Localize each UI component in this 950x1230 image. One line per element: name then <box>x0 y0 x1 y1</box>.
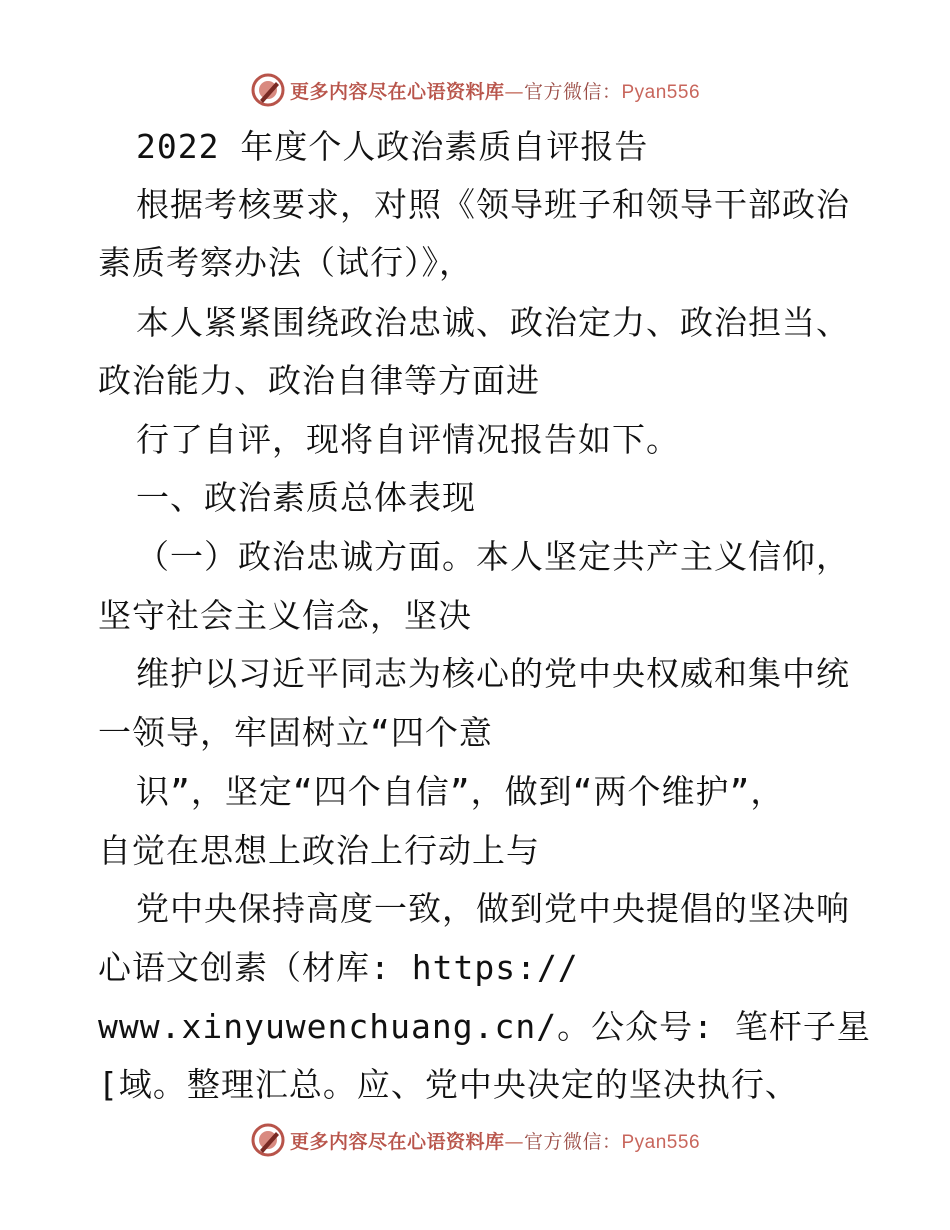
pen-logo-icon <box>250 1122 286 1158</box>
header-wechat-label: 官方微信： <box>523 80 622 103</box>
paragraph-line: 自觉在思想上政治上行动上与 <box>98 831 540 870</box>
footer-separator: — <box>504 1130 524 1153</box>
section-heading: 一、政治素质总体表现 <box>136 478 476 517</box>
paragraph-line: 识”，坚定“四个自信”，做到“两个维护”， <box>136 772 785 811</box>
paragraph-line: 政治能力、政治自律等方面进 <box>98 361 540 400</box>
header-banner-text <box>290 77 700 104</box>
paragraph-line: 维护以习近平同志为核心的党中央权威和集中统 <box>136 654 850 693</box>
footer-site-text: 更多内容尽在心语资料库 <box>289 1130 505 1153</box>
header-separator: — <box>504 80 524 103</box>
paragraph-line: 一领导，牢固树立“四个意 <box>98 713 493 752</box>
footer-wechat-id: Pyan556 <box>621 1131 701 1153</box>
pen-logo-icon <box>250 72 286 108</box>
paragraph-line: 本人紧紧围绕政治忠诚、政治定力、政治担当、 <box>136 303 850 342</box>
paragraph-line: [域。整理汇总。应、党中央决定的坚决执行、 <box>98 1065 799 1104</box>
document-title: 2022 年度个人政治素质自评报告 <box>136 127 649 166</box>
paragraph-line: 党中央保持高度一致，做到党中央提倡的坚决响 <box>136 889 850 928</box>
header-site-text: 更多内容尽在心语资料库 <box>289 80 505 103</box>
footer-wechat-label: 官方微信： <box>523 1130 622 1153</box>
paragraph-line: 根据考核要求，对照《领导班子和领导干部政治 <box>136 185 850 224</box>
paragraph-line: （一）政治忠诚方面。本人坚定共产主义信仰， <box>136 537 850 576</box>
paragraph-line: 心语文创素（材库: https:// <box>98 948 579 987</box>
paragraph-line: 素质考察办法（试行）》， <box>98 243 473 282</box>
footer-banner-text <box>290 1127 700 1154</box>
paragraph-line: www.xinyuwenchuang.cn/。公众号: 笔杆子星 <box>98 1007 871 1046</box>
footer-banner <box>0 1120 950 1160</box>
header-banner <box>0 70 950 110</box>
paragraph-line: 坚守社会主义信念，坚决 <box>98 596 472 635</box>
header-wechat-id: Pyan556 <box>621 81 701 103</box>
paragraph-line: 行了自评，现将自评情况报告如下。 <box>136 420 680 459</box>
